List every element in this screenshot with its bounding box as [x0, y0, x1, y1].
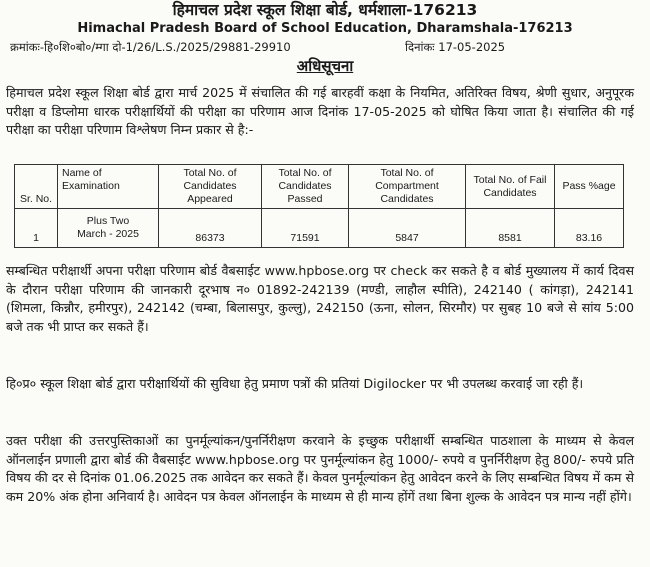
reference-row — [10, 40, 640, 55]
result-info-paragraph: सम्बन्धित परीक्षार्थी अपना परीक्षा परिणाम बोर्ड वैबसाईट www.hpbose.org पर check कर सकते है व बोर्ड मुख्यालय में कार्य दिवस के दौरान परीक्षा परिणाम की जानकारी दूरभाष न० 01892-242139 (मण्डी, लाहौल स्पीति), 242140 ( कांगड़ा), 242141 (शिमला, किन्नौर, हमीरपुर), 242142 (चम्बा, बिलासपुर, कुल्लु), 242150 (ऊना, सोलन, सिरमौर) पर सुबह 10 बजे से सांय 5:00 बजे तक भी प्राप्त कर सकते हैं। — [6, 263, 634, 334]
header-fail: Total No. of Fail Candidates — [466, 165, 555, 209]
cell-passed: 71591 — [262, 209, 349, 248]
header-appeared: Total No. of Candidates Appeared — [159, 165, 262, 209]
cell-appeared: 86373 — [159, 209, 262, 248]
reference-number: क्रमांकः-हि०शि०बो०/म्गा दो-1/26/L.S./2025/29881-29910 — [10, 40, 291, 54]
exam-name-line1: Plus Two — [86, 215, 130, 227]
board-name-english: Himachal Pradesh Board of School Education, Dharamshala-176213 — [77, 21, 573, 36]
notification-heading — [0, 56, 650, 76]
cell-fail: 8581 — [466, 209, 555, 248]
header-passed: Total No. of Candidates Passed — [262, 165, 349, 209]
intro-paragraph: हिमाचल प्रदेश स्कूल शिक्षा बोर्ड द्वारा मार्च 2025 में संचालित की गई बारहवीं कक्षा के नियमित, अतिरिक्त विषय, श्रेणी सुधार, अनुपूरक परीक्षा व डिप्लोमा धारक परीक्षार्थियों की परीक्षा का परिणाम आज दिनांक 17-05-2025 को घोषित किया जाता है। संचालित की गई परीक्षा का परीक्षा परिणाम विश्लेषण निम्न प्रकार से है:- — [6, 85, 634, 137]
table-header-row — [15, 165, 624, 209]
cell-pass-percentage: 83.16 — [555, 209, 624, 248]
issue-date: दिनांकः 17-05-2025 — [405, 40, 506, 54]
exam-name-line2: March - 2025 — [77, 228, 139, 240]
header-sr-no: Sr. No. — [15, 165, 58, 209]
result-table — [14, 164, 624, 248]
cell-compartment: 5847 — [349, 209, 466, 248]
cell-exam-name — [58, 209, 159, 248]
digilocker-paragraph: हि०प्र० स्कूल शिक्षा बोर्ड द्वारा परीक्षार्थियों की सुविधा हेतु प्रमाण पत्रों की प्रतियां Digilocker पर भी उपलब्ध करवाई जा रही हैं। — [6, 376, 584, 391]
table-row — [15, 209, 624, 248]
header-compartment: Total No. of Compartment Candidates — [349, 165, 466, 209]
header-exam-name: Name of Examination — [58, 165, 159, 209]
notification-title: अधिसूचना — [296, 57, 354, 75]
revaluation-paragraph: उक्त परीक्षा की उत्तरपुस्तिकाओं का पुनर्मूल्यांकन/पुनर्निरीक्षण करवाने के इच्छुक परीक्षार्थी सम्बन्धित पाठशाला के माध्यम से केवल ऑनलाईन प्रणाली द्वारा बोर्ड की वैबसाईट www.hpbose.org पर पुनर्मूल्यांकन हेतु 1000/- रुपये व पुनर्निरीक्षण हेतु 800/- रुपये प्रति विषय की दर से दिनांक 01.06.2025 तक आवेदन कर सकते हैं। केवल पुनर्मूल्यांकन हेतु आवेदन करने के लिए सम्बन्धित विषय में कम से कम 20% अंक होना अनिवार्य है। आवेदन पत्र केवल ऑनलाईन के माध्यम से ही मान्य होंगें तथा बिना शुल्क के आवेदन पत्र मान्य नहीं होंगे। — [6, 433, 634, 504]
header-pass-percentage: Pass %age — [555, 165, 624, 209]
cell-sr-no: 1 — [15, 209, 58, 248]
board-name-hindi: हिमाचल प्रदेश स्कूल शिक्षा बोर्ड, धर्मशाला-176213 — [172, 1, 478, 19]
